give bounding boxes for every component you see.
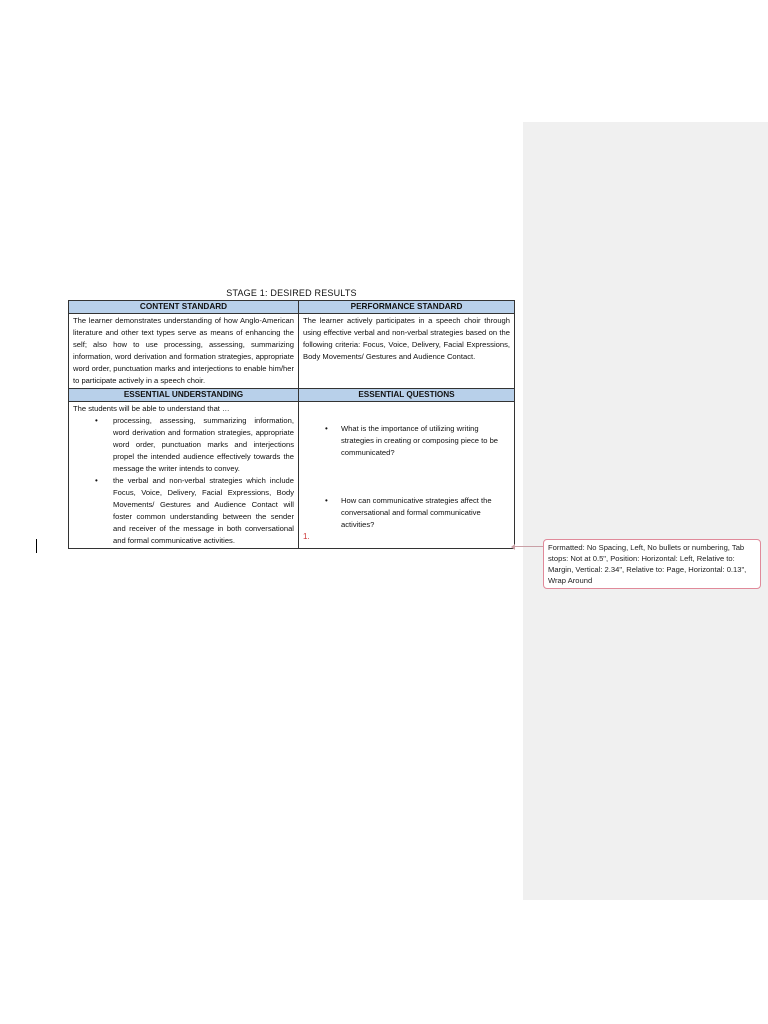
- comment-connector: [514, 546, 544, 547]
- list-item: [325, 423, 510, 459]
- formatting-comment-balloon[interactable]: Formatted: No Spacing, Left, No bullets or numbering, Tab stops: Not at 0.5", Position: Horizontal: Left, Relative to: Margin, Vertical: 2.34", Relative to: Page, Horizontal: 0.13", Wrap Around: [543, 539, 761, 589]
- essential-questions-header: ESSENTIAL QUESTIONS: [299, 389, 515, 402]
- desired-results-table: [68, 300, 515, 549]
- performance-standard-cell[interactable]: The learner actively participates in a speech choir through using effective verbal and non-verbal strategies based on the following criteria: Focus, Voice, Delivery, Facial Expressions, Body Movements/ Gestures and Audience Contact.: [299, 314, 515, 389]
- bullet-icon: •: [95, 476, 98, 485]
- table-row: [69, 402, 515, 549]
- list-item: [325, 495, 510, 531]
- questions-list: [303, 423, 510, 531]
- understanding-list: [73, 415, 294, 547]
- table-row: [69, 314, 515, 389]
- table-header-row: [69, 389, 515, 402]
- stage-title: STAGE 1: DESIRED RESULTS: [226, 288, 357, 298]
- list-item-text: processing, assessing, summarizing information, word derivation and formation strategies, appropriate word order, punctuation marks and interjections propel the intended audience effectively towards the message the writer intends to convey.: [113, 416, 294, 473]
- essential-understanding-cell[interactable]: [69, 402, 299, 549]
- content-standard-cell[interactable]: The learner demonstrates understanding of how Anglo-American literature and other text types serve as means of enhancing the self; also how to use processing, assessing, summarizing information, word derivation and formation strategies, appropriate word order, punctuation marks and interjections to enable him/her to participate actively in a speech choir.: [69, 314, 299, 389]
- list-item-text: the verbal and non-verbal strategies which include Focus, Voice, Delivery, Facial Expressions, Body Movements/ Gestures and Audience Contact will foster common understanding between the sender and receiver of the message in both conversational and formal communicative activities.: [113, 476, 294, 545]
- bullet-icon: •: [325, 424, 328, 433]
- essential-understanding-header: ESSENTIAL UNDERSTANDING: [69, 389, 299, 402]
- essential-questions-cell[interactable]: [299, 402, 515, 549]
- text-cursor: [36, 539, 37, 553]
- performance-standard-header: PERFORMANCE STANDARD: [299, 301, 515, 314]
- bullet-icon: •: [95, 416, 98, 425]
- bullet-icon: •: [325, 496, 328, 505]
- list-item: [95, 415, 294, 475]
- list-item: [95, 475, 294, 547]
- list-item-text: What is the importance of utilizing writing strategies in creating or composing piece to be communicated?: [341, 424, 499, 457]
- comments-pane: [523, 122, 768, 900]
- understanding-intro: The students will be able to understand that …: [73, 404, 230, 413]
- table-header-row: [69, 301, 515, 314]
- tracked-change-mark: 1.: [303, 532, 310, 541]
- content-standard-header: CONTENT STANDARD: [69, 301, 299, 314]
- list-item-text: How can communicative strategies affect the conversational and formal communicative activities?: [341, 496, 492, 529]
